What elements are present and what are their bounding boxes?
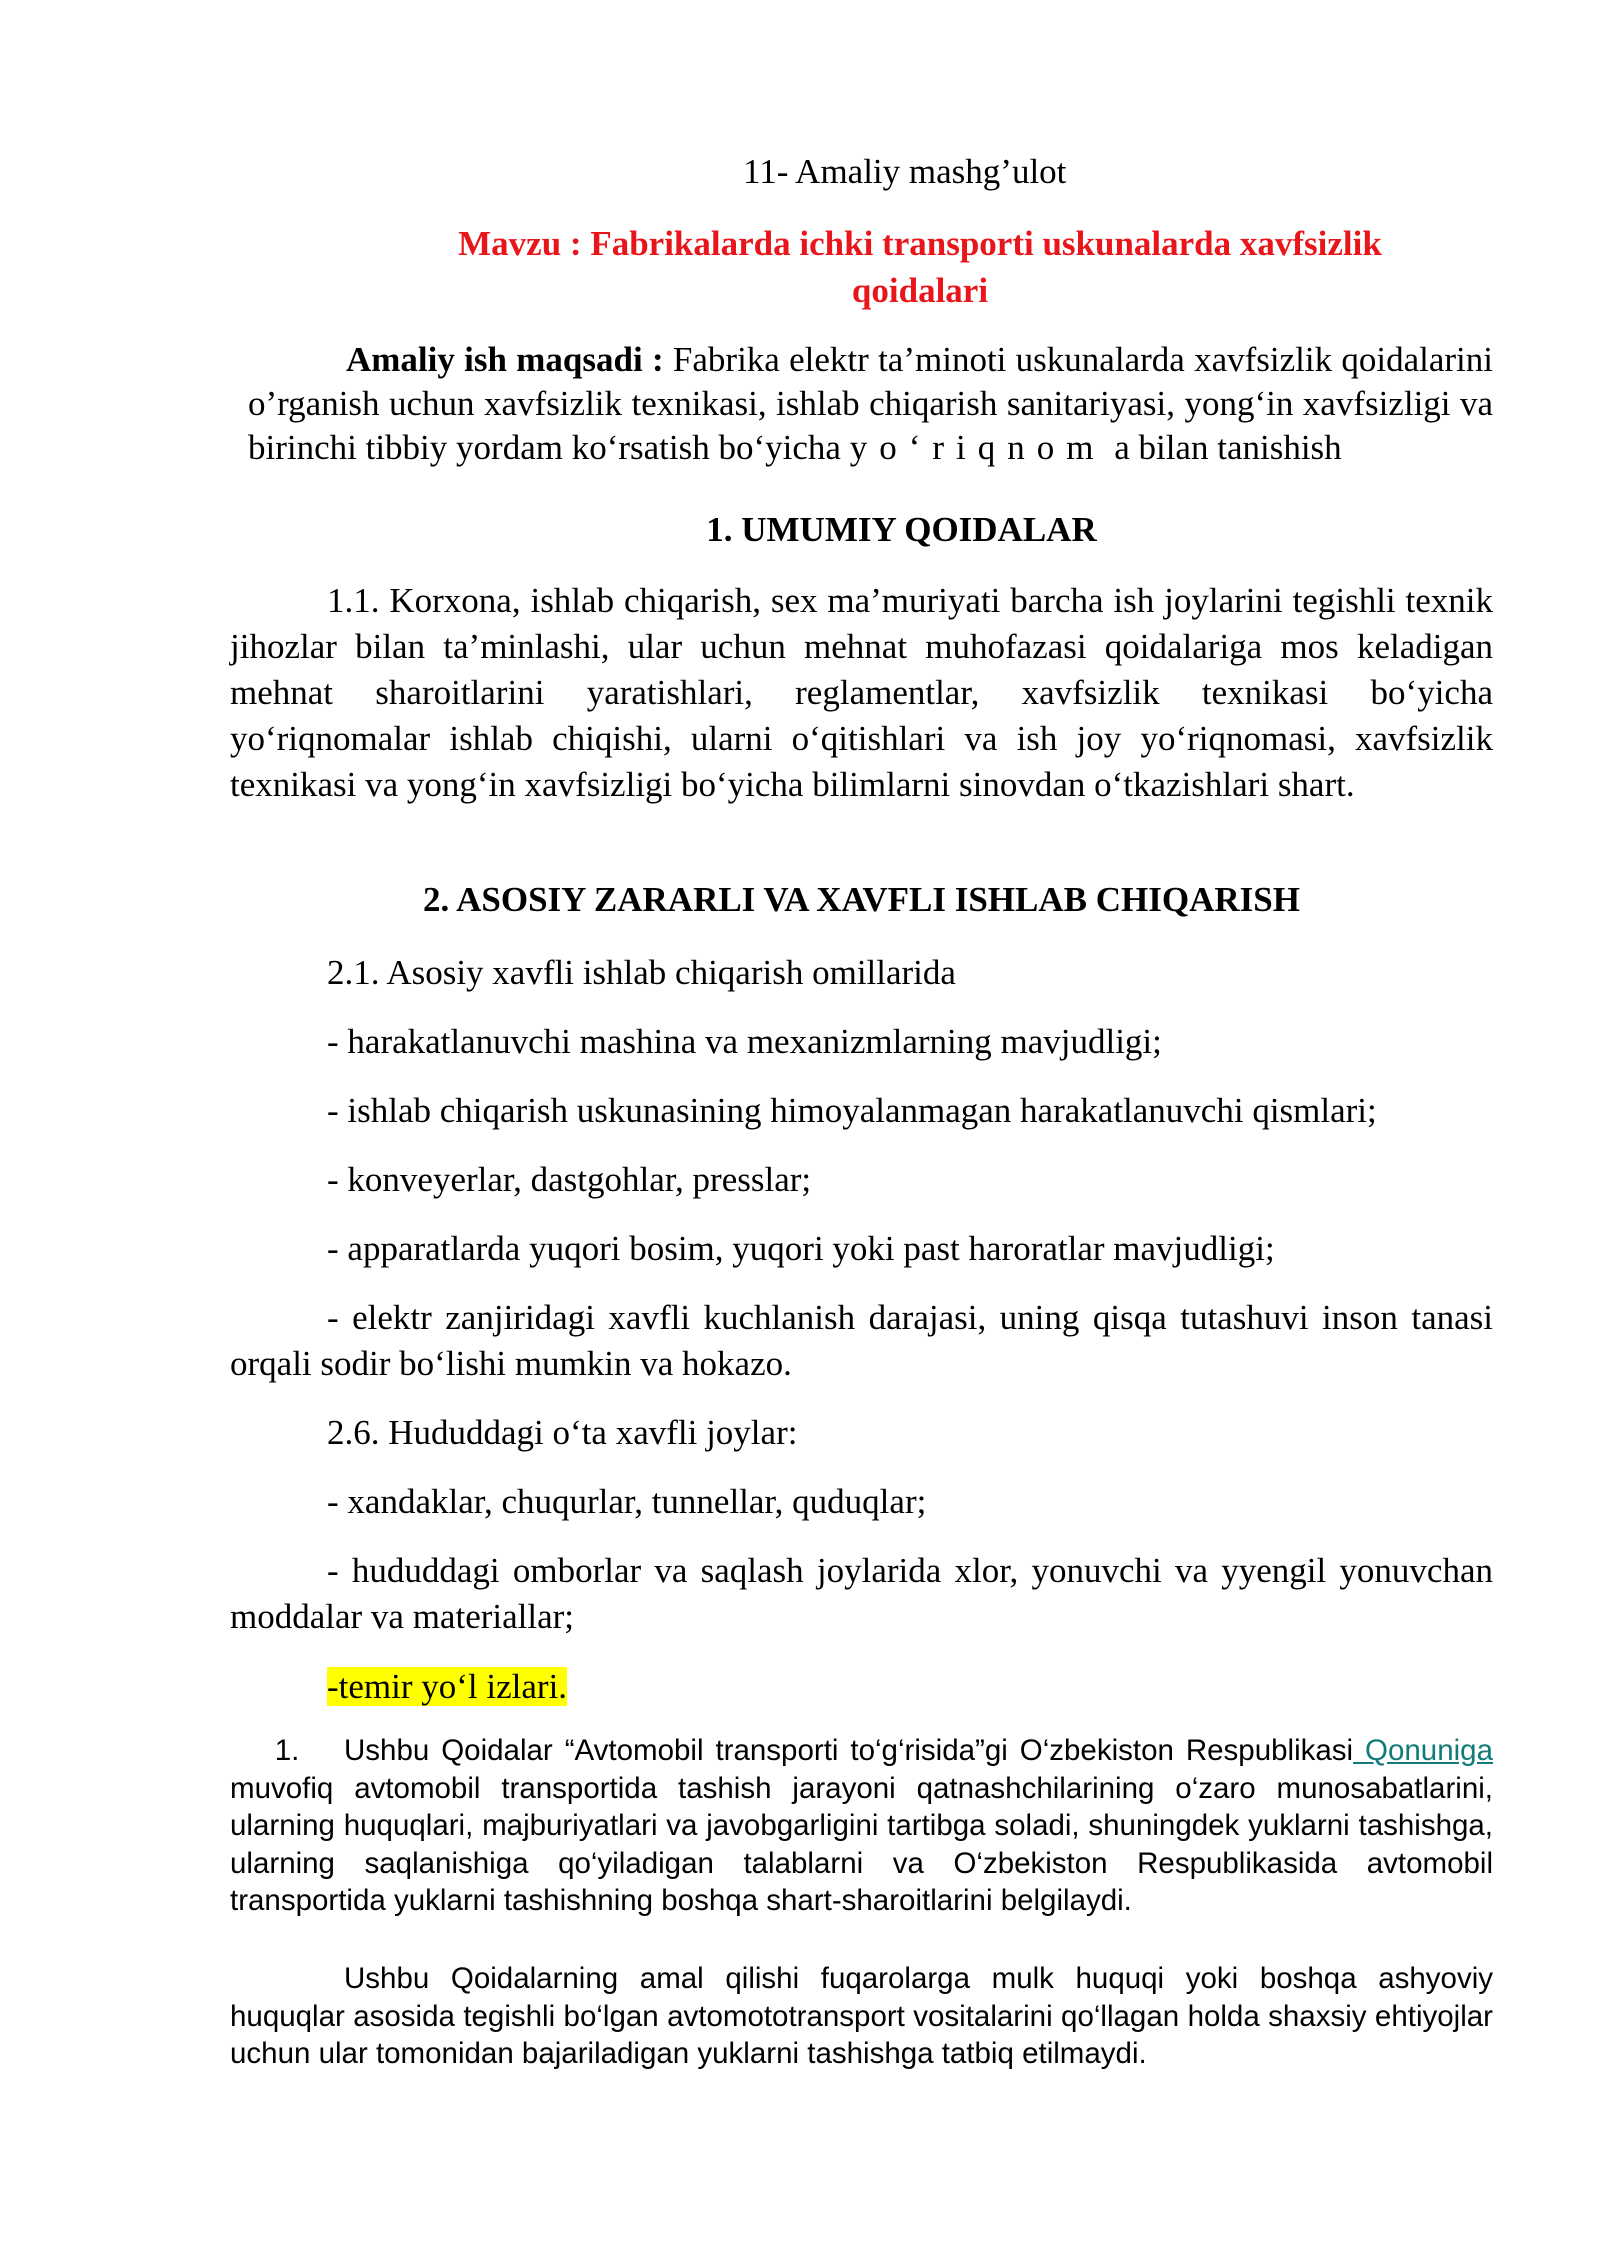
section-2-item: - ishlab chiqarish uskunasining himoyalanmagan harakatlanuvchi qismlari;: [327, 1091, 1377, 1130]
section-1-heading: 1. UMUMIY QOIDALAR: [706, 510, 1097, 549]
rules-text-b: muvofiq avtomobil transportida tashish jarayoni qatnashchilarining o‘zaro munosabatlarini, ularning huquqlari, majburiyatlari va javobgarligini tartibga soladi, shuningdek yuklarni tashishga, ularning saqlanishiga qo‘yiladigan talablarni va O‘zbekiston Respublikasida avtomobil transportida yuklarni tashishning boshqa shart-sharoitlarini belgilaydi.: [230, 1771, 1493, 1917]
purpose-label: Amaliy ish maqsadi :: [346, 340, 664, 379]
section-2-item: - elektr zanjiridagi xavfli kuchlanish darajasi, uning qisqa tutashuvi inson tanasi orqali sodir bo‘lishi mumkin va hokazo.: [230, 1298, 1493, 1383]
rules-text-a: Ushbu Qoidalar “Avtomobil transporti to‘g‘risida”gi O‘zbekiston Respublikasi: [344, 1734, 1354, 1767]
section-2-item: - xandaklar, chuqurlar, tunnellar, quduqlar;: [327, 1482, 927, 1521]
rules-paragraph-1: [230, 1732, 1493, 1920]
rules-paragraph-2: Ushbu Qoidalarning amal qilishi fuqarolarga mulk huquqi yoki boshqa ashyoviy huquqlar asosida tegishli bo‘lgan avtomototransport vositalarini qo‘llagan holda shaxsiy ehtiyojlar uchun ular tomonidan bajariladigan yuklarni tashishga tatbiq etilmaydi.: [230, 1962, 1493, 2070]
purpose-paragraph: [248, 338, 1493, 470]
purpose-text: Fabrika elektr ta’minoti uskunalarda xavfsizlik qoidalarini o’rganish uchun xavfsizlik texnikasi, ishlab chiqarish sanitariyasi, yong‘in xavfsizligi va birinchi tibbiy yordam ko‘rsatish bo‘yicha: [248, 340, 1493, 467]
purpose-tail: a bilan tanishish: [1114, 428, 1342, 467]
section-2-item: - hududdagi omborlar va saqlash joylarida xlor, yonuvchi va yyengil yonuvchan moddalar va materiallar;: [230, 1551, 1493, 1636]
section-2-item: - harakatlanuvchi mashina va mexanizmlarning mavjudligi;: [327, 1022, 1162, 1061]
topic-title: [380, 220, 1460, 314]
purpose-spaced-word: yo‘riqnom: [849, 428, 1106, 467]
law-link[interactable]: Qonuniga: [1353, 1734, 1493, 1767]
topic-line-1: Mavzu : Fabrikalarda ichki transporti uskunalarda xavfsizlik: [458, 224, 1382, 263]
highlighted-item: [230, 1664, 1493, 1710]
section-2-item: - konveyerlar, dastgohlar, presslar;: [327, 1160, 812, 1199]
section-2-item: 2.6. Hududdagi o‘ta xavfli joylar:: [327, 1413, 798, 1452]
rules-number: 1.: [274, 1734, 300, 1767]
section-2-item: - apparatlarda yuqori bosim, yuqori yoki past haroratlar mavjudligi;: [327, 1229, 1275, 1268]
section-1-paragraph: 1.1. Korxona, ishlab chiqarish, sex ma’muriyati barcha ish joylarini tegishli texnik jihozlar bilan ta’minlashi, ular uchun mehnat muhofazasi qoidalariga mos keladigan mehnat sharoitlarini yaratishlari, reglamentlar, xavfsizlik texnikasi bo‘yicha yo‘riqnomalar ishlab chiqishi, ularni o‘qitishlari va ish joy yo‘riqnomasi, xavfsizlik texnikasi va yong‘in xavfsizligi bo‘yicha bilimlarni sinovdan o‘tkazishlari shart.: [230, 581, 1493, 804]
topic-line-2: qoidalari: [851, 271, 989, 310]
lesson-header: 11- Amaliy mashg’ulot: [743, 152, 1067, 191]
highlighted-text: -temir yo‘l izlari.: [327, 1667, 568, 1706]
section-2-item: 2.1. Asosiy xavfli ishlab chiqarish omillarida: [327, 953, 956, 992]
section-2-heading: 2. ASOSIY ZARARLI VA XAVFLI ISHLAB CHIQARISH: [423, 880, 1300, 919]
